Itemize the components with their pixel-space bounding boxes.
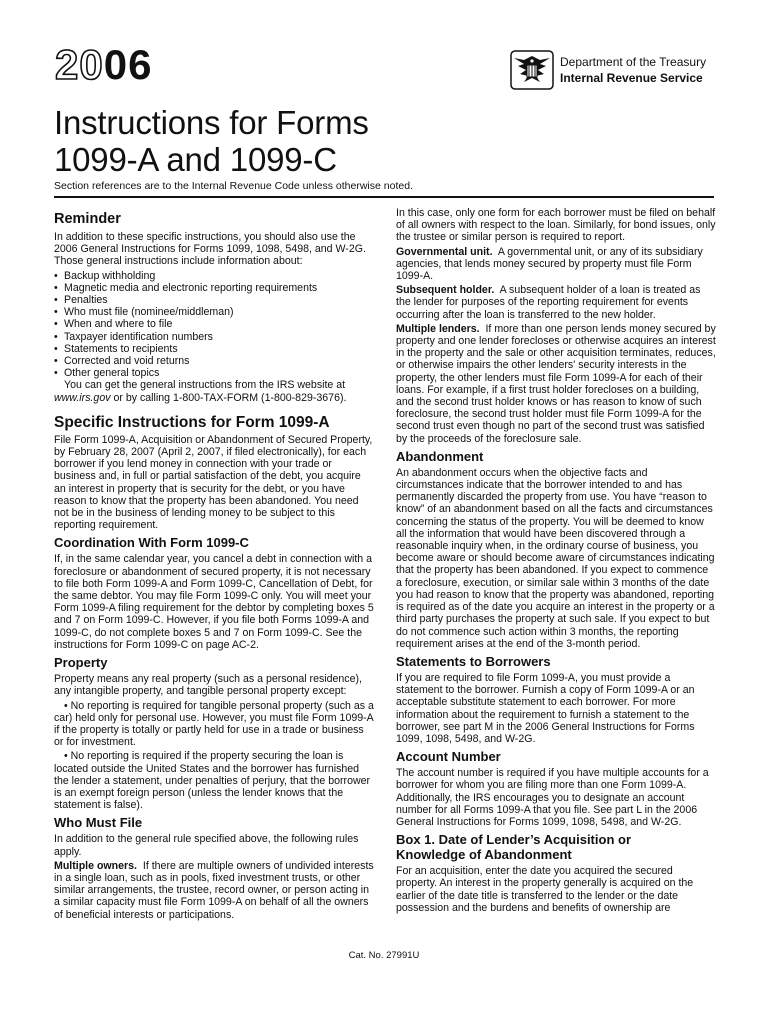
right-column <box>396 207 716 916</box>
governmental-unit-lead: Governmental unit. <box>396 245 493 258</box>
abandonment-text: An abandonment occurs when the objective facts and circumstances indicate that the borrower intended to and has permanently discarded the property from use. You have “reason to know” of an abandonment based on all the facts and circumstances concerning the status of the property. You will be deemed to know all the information that would have been discovered through a reasonable inquiry when, in the ordinary course of business, you become aware or should become aware of circumstances indicating that the property has been abandoned. If you expect to commence a foreclosure, execution, or similar sale within 3 months of the date you had reason to know that the property was abandoned, reporting is required as of the date you acquire an interest in the property or a third party purchases the property at such sale. If you expect to but do not commence such action within 3 months, the reporting requirement arises at the end of the 3-month period. <box>396 466 715 650</box>
subsequent-holder-lead: Subsequent holder. <box>396 284 495 297</box>
multiple-owners-lead: Multiple owners. <box>54 859 137 872</box>
subsequent-holder-text: A subsequent holder of a loan is treated as the lender for purposes of the reporting requirement for events occurring after the loan is transferred to the new holder. <box>396 284 701 321</box>
reminder-list <box>54 270 374 380</box>
website-post-text: or by calling 1-800-TAX-FORM (1-800-829-3676). <box>113 391 347 404</box>
bullet-icon: • <box>64 699 71 712</box>
property-bullet-2-text: No reporting is required if the property securing the loan is located outside the United States and the borrower has furnished the lender a statement, under penalties of perjury, that the borrower is an exempt foreign person (unless the lender knows that the statement is false). <box>54 750 371 812</box>
list-item: • Magnetic media and electronic reporting requirements <box>54 282 374 294</box>
title-line-2: 1099-A and 1099-C <box>54 141 337 178</box>
section-references-note: Section references are to the Internal Revenue Code unless otherwise noted. <box>54 180 413 192</box>
coordination-heading: Coordination With Form 1099-C <box>54 535 249 551</box>
document-title <box>54 104 369 178</box>
box1-text: For an acquisition, enter the date you acquired the secured property. An interest in the property generally is acquired on the earlier of the date title is transferred to the lender or the date possession and the burdens and benefits of ownership are <box>396 865 694 914</box>
list-item: • Other general topics <box>54 367 374 379</box>
multiple-lenders-lead: Multiple lenders. <box>396 322 480 335</box>
list-item: • Corrected and void returns <box>54 355 374 367</box>
abandonment-heading: Abandonment <box>396 448 484 464</box>
form-year <box>55 41 153 88</box>
box1-heading-line-1: Box 1. Date of Lender’s Acquisition or <box>396 832 631 848</box>
specific-instructions-text: File Form 1099-A, Acquisition or Abandonment of Secured Property, by February 28, 2007 (April 2, 2007, if filed electronically), for each borrower if you lend money in connection with your trade or business and, in full or partial satisfaction of the debt, you acquire an interest in property that is security for the debt, or you have reason to know that the property has been abandoned. You need not be in the business of lending money to be subject to this reporting requirement. <box>54 433 373 532</box>
header-divider <box>54 196 714 198</box>
multiple-lenders-paragraph <box>396 323 716 445</box>
list-item: • Statements to recipients <box>54 343 374 355</box>
governmental-unit-text: A governmental unit, or any of its subsidiary agencies, that lends money secured by property must file Form 1099-A. <box>396 245 703 283</box>
bond-issues-text: In this case, only one form for each borrower must be filed on behalf of all owners with respect to the loan. Similarly, for bond issues, only the trustee or similar person is required to report. <box>396 207 716 244</box>
box1-heading <box>396 832 716 862</box>
multiple-owners-text: If there are multiple owners of undivided interests in a single loan, such as in pools, fixed investment trusts, or other similar arrangements, the trustee, record owner, or person acting in a similar capacity must file Form 1099-A on behalf of all the owners of beneficial interests or participations. <box>54 859 374 921</box>
catalog-number: Cat. No. 27991U <box>348 950 420 961</box>
list-item: • Who must file (nominee/middleman) <box>54 306 374 318</box>
year-solid-digits: 06 <box>103 41 153 88</box>
title-line-1: Instructions for Forms <box>54 104 369 141</box>
list-item: • When and where to file <box>54 318 374 330</box>
statements-heading: Statements to Borrowers <box>396 653 551 669</box>
website-pre-text: You can get the general instructions from the IRS website at <box>64 379 346 392</box>
list-item: • Penalties <box>54 294 374 306</box>
agency-department: Department of the Treasury <box>560 55 707 69</box>
irs-eagle-logo-icon <box>510 50 554 90</box>
left-column <box>54 207 374 923</box>
bullet-icon: • <box>64 750 71 763</box>
agency-irs: Internal Revenue Service <box>560 71 703 85</box>
who-must-file-heading: Who Must File <box>54 815 143 831</box>
property-bullet-1 <box>54 700 374 749</box>
property-bullet-1-text: No reporting is required for tangible personal property (such as a car) held only for personal use. However, you must file Form 1099-A if the property is totally or partly held for use in a trade or business or for investment. <box>54 699 374 749</box>
multiple-lenders-text: If more than one person lends money secured by property and one lender forecloses or otherwise acquires an interest in the property and the sale or other acquisition terminates, reduces, or otherwise impairs the other lenders' security interests in the property, the other lenders must file Form 1099-A for each of their loans. For example, if a first trust holder forecloses on a building, and the second trust holder knows or has reason to know of such foreclosure, the second trust holder must file Form 1099-A for the second trust even though no part of the second trust was satisfied by the proceeds of the foreclosure sale. <box>396 322 716 445</box>
property-bullet-2 <box>54 750 374 811</box>
agency-block <box>510 50 706 90</box>
subsequent-holder-paragraph <box>396 284 716 321</box>
account-number-heading: Account Number <box>396 749 501 765</box>
statements-text: If you are required to file Form 1099-A, you must provide a statement to the borrower. Furnish a copy of Form 1099-A or an acceptable substitute statement to each borrower. For more information about the requirement to furnish a statement to the borrower, see part M in the 2006 General Instructions for Forms 1099, 1098, 5498, and W-2G. <box>396 671 695 745</box>
reminder-heading: Reminder <box>54 211 121 227</box>
website-paragraph <box>54 379 374 403</box>
list-item: • Taxpayer identification numbers <box>54 331 374 343</box>
box1-heading-line-2: Knowledge of Abandonment <box>396 847 572 863</box>
year-outline-digits: 20 <box>55 41 104 88</box>
property-heading: Property <box>54 655 108 671</box>
who-must-file-text: In addition to the general rule specified above, the following rules apply. <box>54 833 359 858</box>
irs-website-link[interactable]: www.irs.gov <box>54 391 111 404</box>
list-item: • Backup withholding <box>54 270 374 282</box>
multiple-owners-paragraph <box>54 860 374 921</box>
specific-instructions-heading: Specific Instructions for Form 1099-A <box>54 413 330 431</box>
governmental-unit-paragraph <box>396 246 716 283</box>
property-text: Property means any real property (such as a personal residence), any intangible property, and tangible personal property except: <box>54 673 362 698</box>
reminder-intro: In addition to these specific instructions, you should also use the 2006 General Instructions for Forms 1099, 1098, 5498, and W-2G. Those general instructions include information about: <box>54 231 366 268</box>
account-number-text: The account number is required if you have multiple accounts for a borrower for whom you are filing more than one Form 1099-A. Additionally, the IRS encourages you to designate an account number for all Forms 1099-A that you file. See part L in the 2006 General Instructions for Forms 1099, 1098, 5498, and W-2G. <box>396 767 709 828</box>
coordination-text: If, in the same calendar year, you cancel a debt in connection with a foreclosure or abandonment of secured property, it is not necessary to file both Form 1099-A and Form 1099-C, Cancellation of Debt, for the same debtor. You may file Form 1099-C only. You will meet your Form 1099-A filing requirement for the debtor by completing boxes 5 and 7 on Form 1099-C. However, if you file both Forms 1099-A and 1099-C, do not complete boxes 5 and 7 on Form 1099-C. See the instructions for Form 1099-C on page AC-2. <box>54 553 374 651</box>
